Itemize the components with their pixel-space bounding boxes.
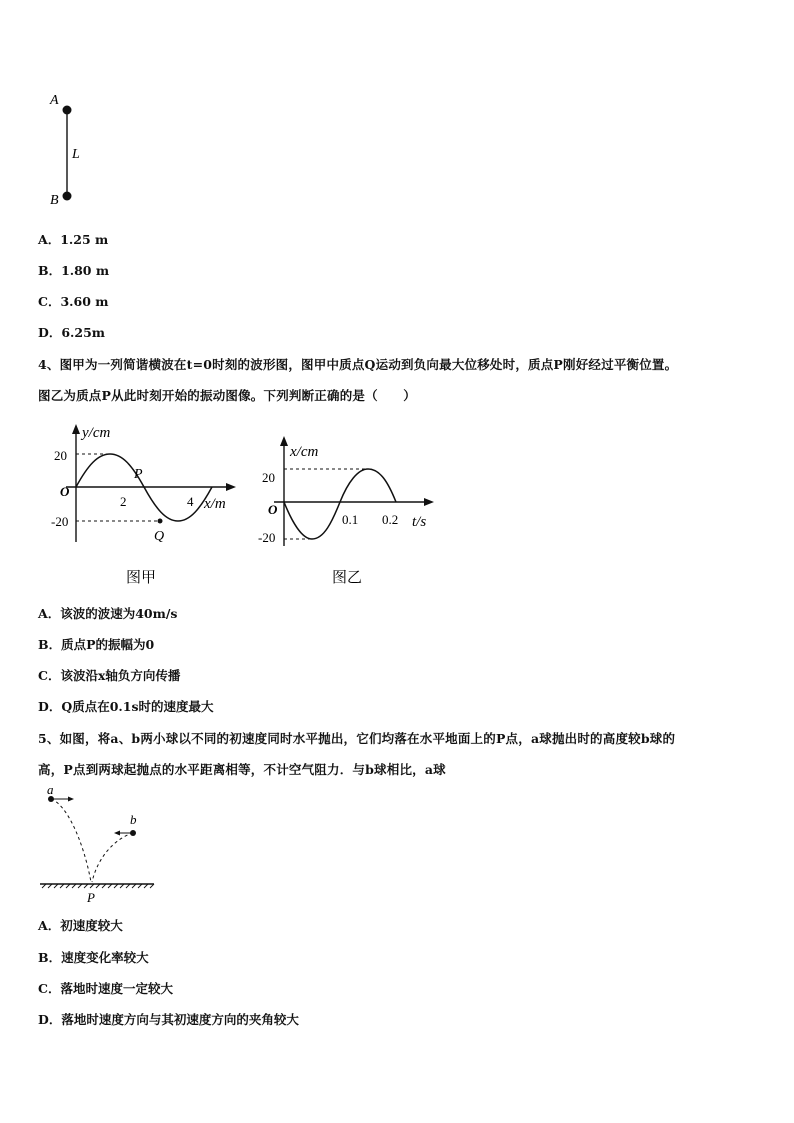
q4-option-b: B．质点P的振幅为0 [38, 637, 155, 652]
q3-option-c: C．3.60 m [38, 294, 109, 309]
svg-text:4: 4 [187, 494, 194, 509]
svg-text:0.2: 0.2 [382, 512, 399, 527]
q4-line-1: 4、图甲为一列简谐横波在t=0时刻的波形图，图甲中质点Q运动到负向最大位移处时，质点P刚好经过平衡位置。 [38, 357, 678, 372]
svg-text:图甲: 图甲 [126, 570, 157, 586]
svg-text:x/m: x/m [204, 496, 226, 512]
figure-ab-rod [40, 86, 100, 210]
trajectory-a [51, 799, 91, 882]
svg-text:O: O [268, 502, 278, 517]
q5-line-2: 高，P点到两球起抛点的水平距离相等，不计空气阻力．与b球相比，a球 [38, 762, 446, 777]
svg-text:2: 2 [120, 494, 127, 509]
wave-graph-fig1 [48, 420, 248, 590]
svg-text:a: a [47, 784, 54, 797]
vibration-graph-fig2 [254, 436, 454, 590]
q4-option-a: A．该波的波速为40m/s [38, 606, 178, 621]
svg-text:20: 20 [54, 448, 67, 463]
q5-option-a: A．初速度较大 [38, 918, 123, 933]
svg-text:O: O [60, 484, 70, 499]
svg-text:b: b [130, 812, 137, 827]
q3-option-a: A．1.25 m [38, 232, 109, 247]
q5-option-b: B．速度变化率较大 [38, 950, 149, 965]
svg-text:0.1: 0.1 [342, 512, 359, 527]
q4-option-d: D．Q质点在0.1s时的速度最大 [38, 699, 214, 714]
label-l: L [72, 147, 80, 162]
svg-text:P: P [134, 467, 143, 482]
q5-option-c: C．落地时速度一定较大 [38, 981, 173, 996]
q4-line-2: 图乙为质点P从此时刻开始的振动图像。下列判断正确的是（ ） [38, 388, 416, 403]
point-a [63, 106, 72, 115]
label-a: A [50, 93, 59, 108]
svg-text:t/s: t/s [412, 514, 427, 530]
q4-option-c: C．该波沿x轴负方向传播 [38, 668, 181, 683]
label-b: B [50, 193, 59, 208]
svg-text:图乙: 图乙 [332, 570, 363, 586]
projectile-figure [38, 784, 158, 908]
point-b [63, 192, 72, 201]
vibration-curve [284, 469, 399, 539]
svg-text:x/cm: x/cm [290, 444, 319, 460]
svg-text:-20: -20 [51, 514, 69, 529]
svg-text:P: P [87, 890, 95, 905]
q3-option-d: D．6.25m [38, 325, 106, 340]
trajectory-b [92, 833, 133, 882]
svg-text:20: 20 [262, 470, 275, 485]
q3-option-b: B．1.80 m [38, 263, 110, 278]
svg-text:Q: Q [154, 529, 165, 544]
svg-text:-20: -20 [258, 530, 276, 545]
point-q-dot [158, 519, 163, 524]
q5-line-1: 5、如图，将a、b两小球以不同的初速度同时水平抛出，它们均落在水平地面上的P点，a球抛出时的高度较b球的 [38, 731, 676, 746]
q5-option-d: D．落地时速度方向与其初速度方向的夹角较大 [38, 1012, 299, 1027]
svg-text:y/cm: y/cm [82, 425, 111, 441]
